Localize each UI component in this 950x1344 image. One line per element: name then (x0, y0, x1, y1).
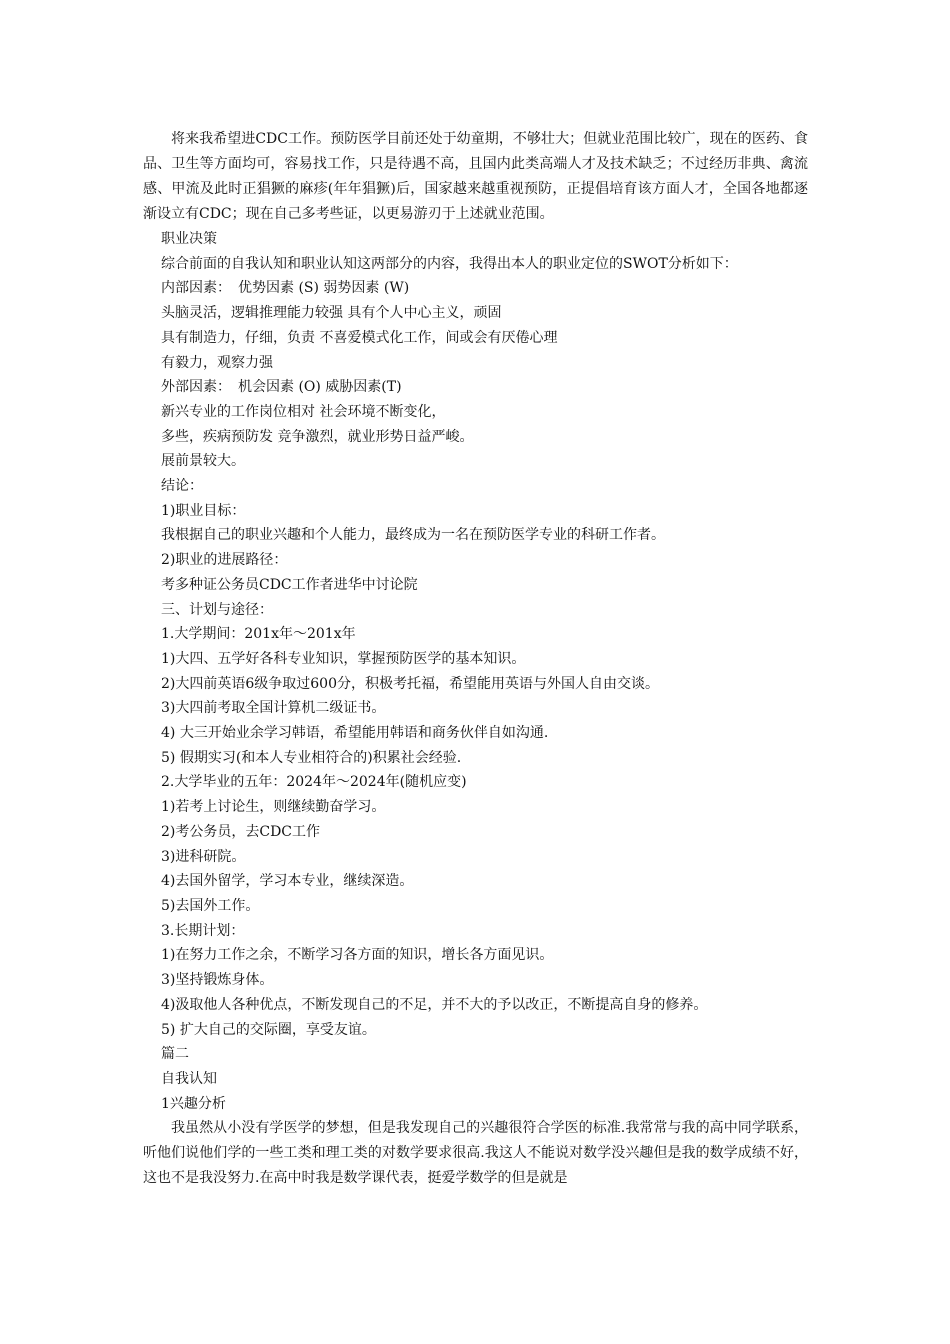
text-line: 4) 大三开始业余学习韩语，希望能用韩语和商务伙伴自如沟通. (161, 725, 549, 742)
document-body (143, 127, 808, 1191)
paragraph-cdc-career: 将来我希望进CDC工作。预防医学目前还处于幼童期，不够壮大；但就业范围比较广，现在的医药、食品、卫生等方面均可，容易找工作，只是待遇不高，且国内此类高端人才及技术缺乏；不过经历非典、禽流感、甲流及此时正猖獗的麻疹(年年猖獗)后，国家越来越重视预防，正提倡培育该方面人才，全国各地都逐渐设立有CDC；现在自己多考些证，以更易游刃于上述就业范围。 (143, 131, 808, 222)
text-line: 2)大四前英语6级争取过600分，积极考托福，希望能用英语与外国人自由交谈。 (161, 675, 659, 692)
text-line: 有毅力，观察力强 (161, 354, 273, 371)
section-heading: 自我认知 (161, 1070, 217, 1087)
text-line: 我根据自己的职业兴趣和个人能力，最终成为一名在预防医学专业的科研工作者。 (161, 527, 665, 544)
text-line: 综合前面的自我认知和职业认知这两部分的内容，我得出本人的职业定位的SWOT分析如下： (161, 255, 738, 272)
paragraph-interest-analysis: 我虽然从小没有学医学的梦想，但是我发现自己的兴趣很符合学医的标准.我常常与我的高中同学联系，听他们说他们学的一些工类和理工类的对数学要求很高.我这人不能说对数学没兴趣但是我的数学成绩不好，这也不是我没努力.在高中时我是数学课代表，挺爱学数学的但是就是 (143, 1120, 808, 1187)
text-line: 1.大学期间：201x年～201x年 (161, 626, 356, 643)
text-line: 5)去国外工作。 (161, 897, 260, 914)
text-line: 4)汲取他人各种优点，不断发现自己的不足，并不大的予以改正，不断提高自身的修养。 (161, 996, 708, 1013)
section-heading: 三、计划与途径： (161, 601, 273, 618)
text-line: 4)去国外留学，学习本专业，继续深造。 (161, 873, 414, 890)
text-line: 2.大学毕业的五年：2024年～2024年(随机应变) (161, 774, 467, 791)
text-line: 5) 假期实习(和本人专业相符合的)积累社会经验. (161, 749, 462, 766)
text-line: 多些，疾病预防发 竞争激烈，就业形势日益严峻。 (161, 428, 474, 445)
text-line: 1)职业目标： (161, 502, 246, 519)
text-line: 内部因素： 优势因素 (S) 弱势因素 (W) (161, 280, 410, 297)
text-line: 具有制造力，仔细，负责 不喜爱模式化工作，间或会有厌倦心理 (161, 329, 558, 346)
text-line: 3.长期计划： (161, 922, 245, 939)
text-line: 新兴专业的工作岗位相对 社会环境不断变化， (161, 403, 446, 420)
text-line: 3)进科研院。 (161, 848, 246, 865)
text-line: 外部因素： 机会因素 (O) 威胁因素(T) (161, 379, 402, 396)
text-line: 2)职业的进展路径： (161, 552, 288, 569)
text-line: 2)考公务员，去CDC工作 (161, 823, 321, 840)
section-heading: 篇二 (161, 1046, 189, 1063)
text-line: 职业决策 (161, 231, 217, 247)
text-line: 考多种证公务员CDC工作者进华中讨论院 (161, 576, 418, 593)
text-line: 5) 扩大自己的交际圈，享受友谊。 (161, 1021, 376, 1038)
text-line: 1)大四、五学好各科专业知识，掌握预防医学的基本知识。 (161, 650, 526, 667)
text-line: 1)若考上讨论生，则继续勤奋学习。 (161, 799, 386, 816)
text-line: 3)大四前考取全国计算机二级证书。 (161, 700, 386, 717)
text-line: 1)在努力工作之余，不断学习各方面的知识，增长各方面见识。 (161, 947, 554, 964)
text-line: 结论： (161, 478, 203, 495)
text-line: 展前景较大。 (161, 453, 245, 470)
text-line: 3)坚持锻炼身体。 (161, 972, 274, 989)
subsection-heading: 1兴趣分析 (161, 1095, 226, 1112)
text-line: 头脑灵活，逻辑推理能力较强 具有个人中心主义，顽固 (161, 305, 502, 322)
